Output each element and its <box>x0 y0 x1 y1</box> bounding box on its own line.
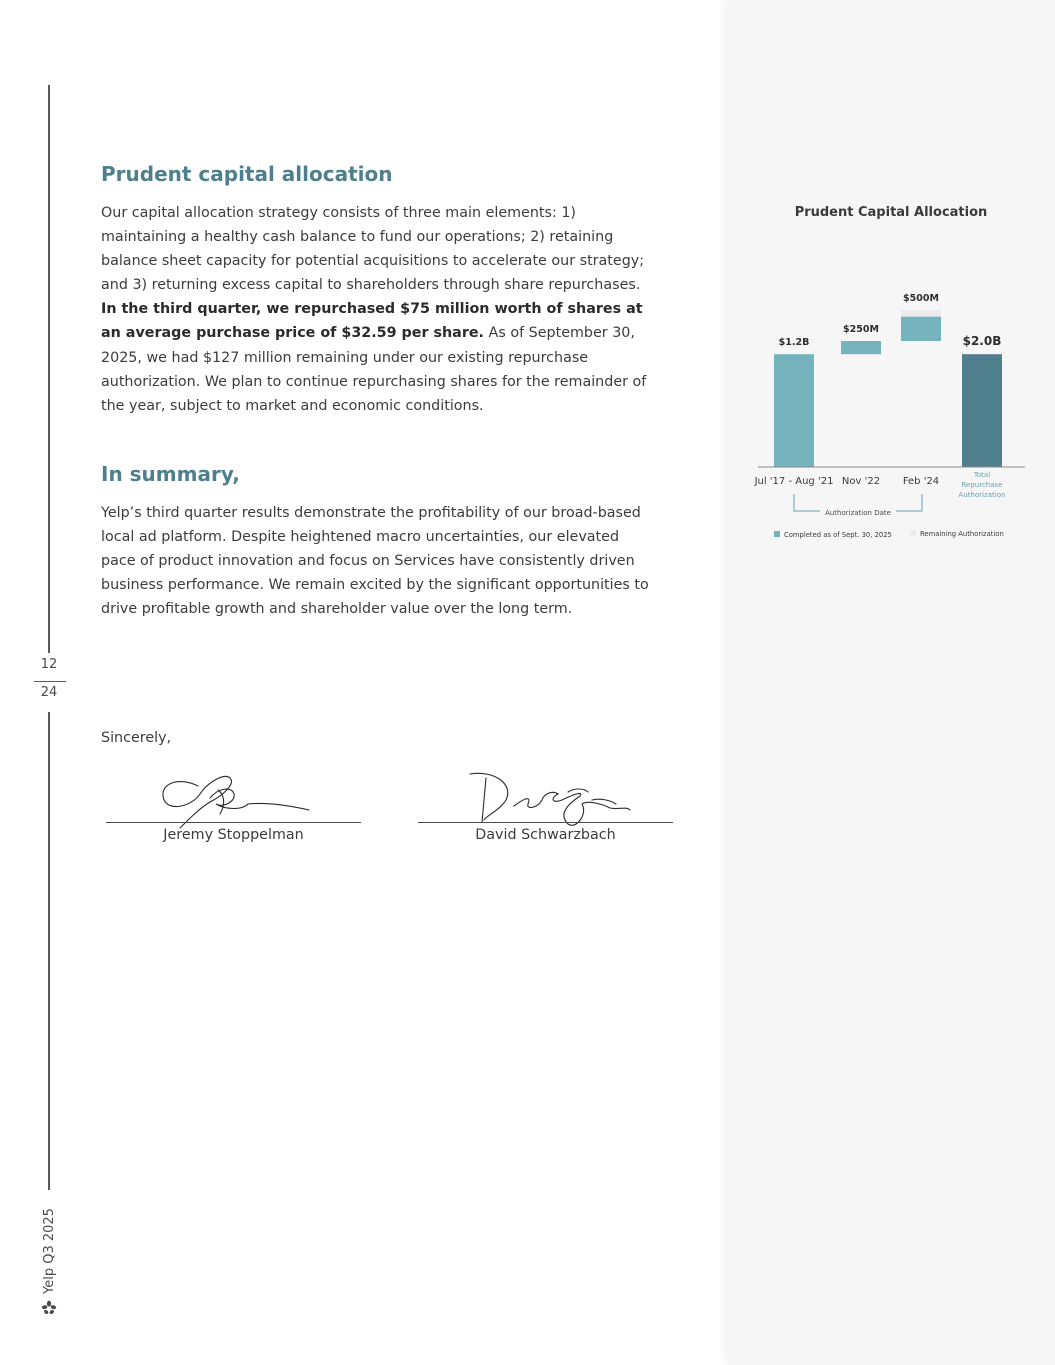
signature-block-schwarzbach <box>418 770 673 860</box>
footer-brand <box>41 1208 57 1316</box>
chart-category-label-1: Nov '22 <box>841 476 881 487</box>
yelp-burst-icon <box>41 1300 57 1316</box>
chart-bar-completed-2 <box>901 317 941 341</box>
legend-label-remaining: Remaining Authorization <box>920 530 1004 538</box>
legend-swatch-completed <box>774 531 780 537</box>
signature-block-stoppelman <box>106 770 361 860</box>
chart-category-label-3-0: Total <box>973 471 991 479</box>
chart-category-label-2: Feb '24 <box>902 476 940 487</box>
chart-value-label-3: $2.0B <box>962 334 1002 349</box>
capital-allocation-intro: Our capital allocation strategy consists of three main elements: 1) maintaining a healthy cash balance to fund our operations; 2) retaining balance sheet capacity for potential acquisitions to accelerate our strategy; and 3) returning excess capital to shareholders through share repurchases. <box>101 205 645 294</box>
footer-brand-text: Yelp Q3 2025 <box>41 1208 57 1294</box>
summary-heading: In summary, <box>101 462 240 486</box>
chart-bar-remaining-2 <box>901 310 941 317</box>
chart-category-label-3-1: Repurchase <box>961 481 1003 489</box>
page-number-current: 12 <box>40 657 58 672</box>
chart-bar-completed-0 <box>774 354 814 467</box>
legend-label-completed: Completed as of Sept. 30, 2025 <box>784 531 892 539</box>
capital-allocation-paragraph <box>101 201 657 418</box>
signature-line-stoppelman <box>106 822 361 823</box>
page-number-divider <box>34 681 66 682</box>
signature-drawing-stoppelman <box>106 770 361 830</box>
chart-category-label-0: Jul '17 - Aug '21 <box>754 476 834 487</box>
summary-paragraph: Yelp’s third quarter results demonstrate the profitability of our broad-based local ad platform. Despite heightened macro uncertainties, our elevated pace of product innovation and focus on Services have consistently driven business performance. We remain excited by the significant opportunities to drive profitable growth and shareholder value over the long term. <box>101 505 649 618</box>
chart-value-label-2: $500M <box>903 293 939 305</box>
chart-category-label-3-2: Authorization <box>958 491 1006 499</box>
capital-allocation-rest: As of September 30, 2025, we had $127 million remaining under our existing repurchase authorization. We plan to continue repurchasing shares for the remainder of the year, subject to market and economic conditions. <box>101 325 647 414</box>
capital-allocation-highlight: In the third quarter, we repurchased $75 million worth of shares at an average purchase price of $32.59 per share. <box>101 301 643 342</box>
signature-name-schwarzbach: David Schwarzbach <box>475 827 616 843</box>
closing-salutation: Sincerely, <box>101 730 172 746</box>
legend-swatch-remaining <box>910 530 916 536</box>
chart-bar-completed-3 <box>962 354 1002 467</box>
signature-drawing-schwarzbach <box>418 770 673 830</box>
chart-value-label-0: $1.2B <box>778 337 810 349</box>
capital-allocation-heading: Prudent capital allocation <box>101 162 393 186</box>
chart-value-label-1: $250M <box>843 324 879 336</box>
page-rail-top <box>48 85 50 653</box>
chart-bar-completed-1 <box>841 341 881 354</box>
signature-line-schwarzbach <box>418 822 673 823</box>
capital-allocation-chart <box>740 195 1045 555</box>
signature-name-stoppelman: Jeremy Stoppelman <box>163 827 304 843</box>
chart-title: Prudent Capital Allocation <box>794 205 988 220</box>
capital-allocation-chart-svg <box>740 195 1045 555</box>
page-rail-bottom <box>48 712 50 1190</box>
page-number-total: 24 <box>40 685 58 700</box>
authorization-date-label: Authorization Date <box>825 509 891 517</box>
